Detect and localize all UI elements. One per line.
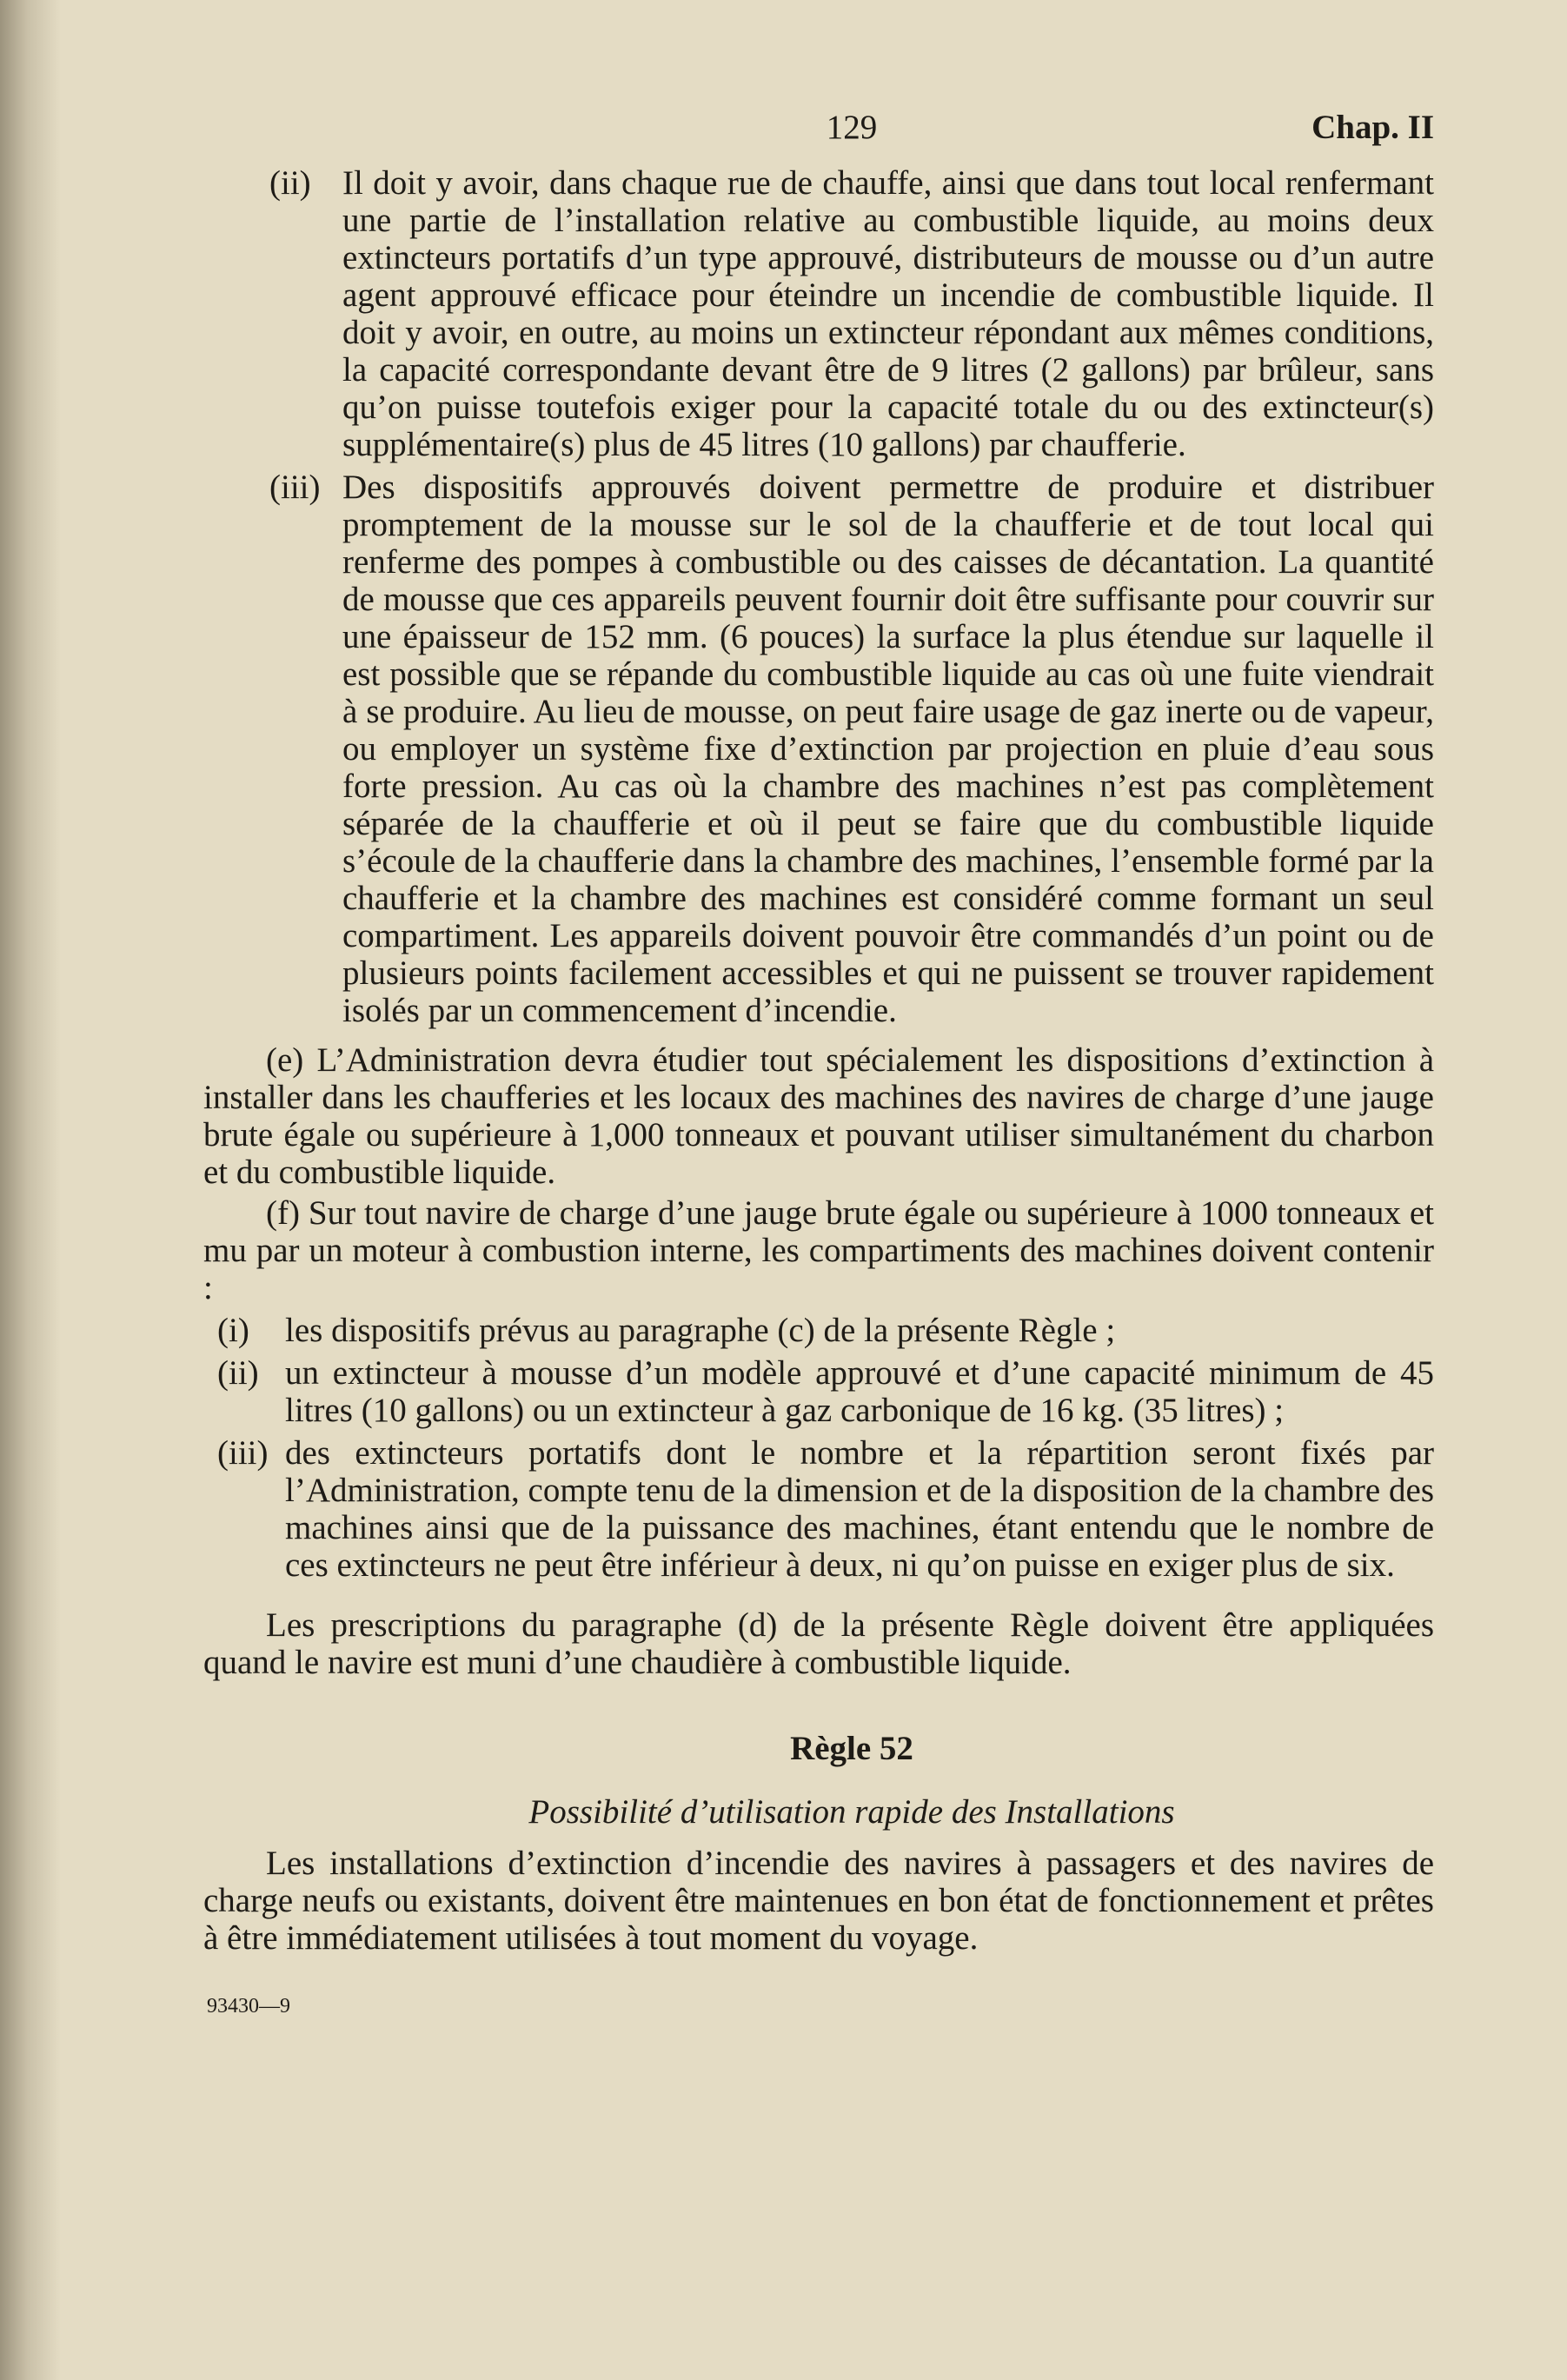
sub-item-label: (ii) — [217, 1354, 259, 1392]
sub-item-i — [217, 1312, 1434, 1349]
rule-subtitle: Possibilité d’utilisation rapide des Installations — [528, 1793, 1175, 1831]
item-text: Il doit y avoir, dans chaque rue de chauffe, ainsi que dans tout local renfermant une partie de l’installation relative au combustible liquide, au moins deux extincteurs portatifs d’un type approuvé, distributeurs de mousse ou d’un autre agent approuvé efficace pour éteindre un incendie de combustible liquide. Il doit y avoir, en outre, au moins un extincteur répondant aux mêmes conditions, la capacité correspondante devant être de 9 litres (2 gallons) par brûleur, sans qu’on puisse toutefois exiger pour la capacité totale du ou des extincteur(s) supplémentaire(s) plus de 45 litres (10 gallons) par chaufferie. — [342, 164, 1434, 463]
sub-item-text: des extincteurs portatifs dont le nombre et la répartition seront fixés par l’Administration, compte tenu de la dimension et de la disposition de la chambre des machines ainsi que de la puissance des machines, étant entendu que le nombre de ces extincteurs ne peut être inférieur à deux, ni qu’on puisse en exiger plus de six. — [285, 1434, 1434, 1584]
page-gutter-shadow — [0, 0, 61, 2380]
paragraph-f: (f) Sur tout navire de charge d’une jauge brute égale ou supérieure à 1000 tonneaux et mu par un moteur à combustion interne, les compartiments des machines doivent contenir : — [203, 1194, 1434, 1306]
chapter-label: Chap. II — [1311, 109, 1434, 146]
page-number: 129 — [826, 109, 878, 146]
printer-code: 93430—9 — [207, 1995, 290, 2018]
sub-item-label: (iii) — [217, 1434, 269, 1472]
paragraph-d-application: Les prescriptions du paragraphe (d) de la présente Règle doivent être appliquées quand le navire est muni d’une chaudière à combustible liquide. — [203, 1606, 1434, 1681]
sub-item-text: un extincteur à mousse d’un modèle approuvé et d’une capacité minimum de 45 litres (10 gallons) ou un extincteur à gaz carbonique de 16 kg. (35 litres) ; — [285, 1354, 1434, 1429]
paragraph-e: (e) L’Administration devra étudier tout spécialement les dispositions d’extinction à installer dans les chaufferies et les locaux des machines des navires de charge d’une jauge brute égale ou supérieure à 1,000 tonneaux et pouvant utiliser simultanément du charbon et du combustible liquide. — [203, 1041, 1434, 1191]
item-text: Des dispositifs approuvés doivent permettre de produire et distribuer promptement de la mousse sur le sol de la chaufferie et de tout local qui renferme des pompes à combustible ou des caisses de décantation. La quantité de mousse que ces appareils peuvent fournir doit être suffisante pour couvrir sur une épaisseur de 152 mm. (6 pouces) la surface la plus étendue sur laquelle il est possible que se répande du combustible liquide au cas où une fuite viendrait à se produire. Au lieu de mousse, on peut faire usage de gaz inerte ou de vapeur, ou employer un système fixe d’extinction par projection en pluie d’eau sous forte pression. Au cas où la chambre des machines n’est pas complètement séparée de la chaufferie et où il peut se faire que du combustible liquide s’écoule de la chaufferie dans la chambre des machines, l’ensemble formé par la chaufferie et la chambre des machines est considéré comme formant un seul compartiment. Les appareils doivent pouvoir être commandés d’un point ou de plusieurs points facilement accessibles et qui ne puissent se trouver rapidement isolés par un commencement d’incendie. — [342, 469, 1434, 1029]
sub-item-iii — [217, 1434, 1434, 1584]
item-label: (iii) — [269, 469, 321, 506]
rule-heading: Règle 52 — [790, 1730, 913, 1767]
sub-item-ii — [217, 1354, 1434, 1429]
item-ii — [269, 164, 1434, 463]
sub-item-list — [217, 1312, 1434, 1584]
item-label: (ii) — [269, 164, 311, 202]
sub-item-label: (i) — [217, 1312, 249, 1349]
rule-52-text: Les installations d’extinction d’incendie des navires à passagers et des navires de charge neufs ou existants, doivent être maintenues en bon état de fonctionnement et prêtes à être immédiatement utilisées à tout moment du voyage. — [203, 1845, 1434, 1957]
sub-item-text: les dispositifs prévus au paragraphe (c) de la présente Règle ; — [285, 1312, 1116, 1349]
item-iii — [269, 469, 1434, 1029]
page-header — [269, 109, 1434, 164]
document-page — [203, 109, 1434, 2025]
